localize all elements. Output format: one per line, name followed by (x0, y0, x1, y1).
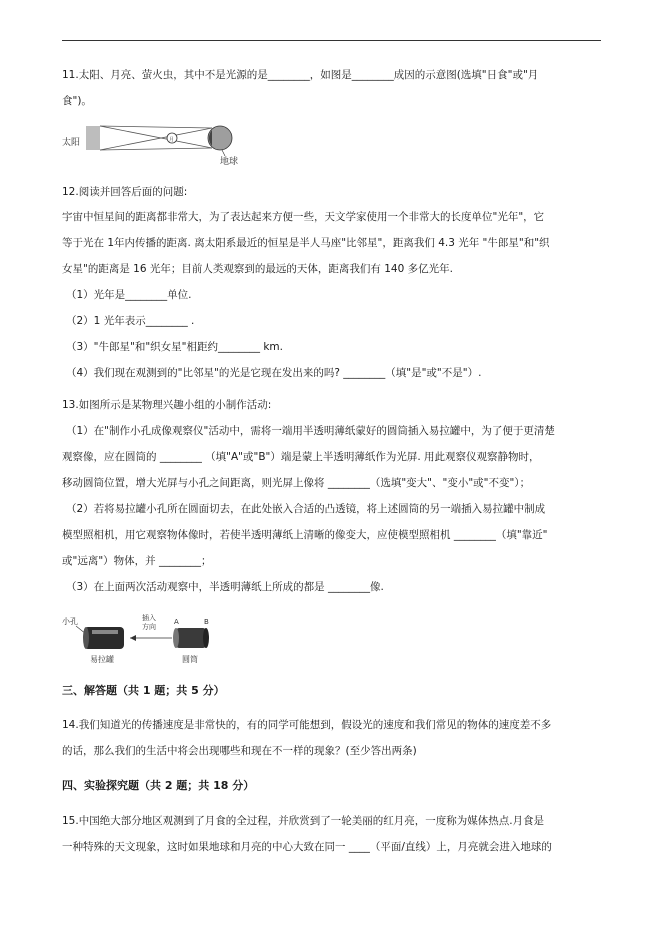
q14-line-1: 14.我们知道光的传播速度是非常快的，有的同学可能想到，假设光的速度和我们常见的物体的速度差不多 (62, 719, 552, 731)
q12-sub-1: （1）光年是________单位. (66, 289, 192, 301)
q15-line-1: 15.中国绝大部分地区观测到了月食的全过程，并欣赏到了一轮美丽的红月亮，一度称为媒体热点.月食是 (62, 815, 545, 827)
q12-para-2: 等于光在 1年内传播的距离. 离太阳系最近的恒星是半人马座"比邻星"，距离我们 4.3 光年 "牛郎星"和"织 (62, 237, 550, 249)
diagram-label-can: 易拉罐 (90, 655, 114, 664)
q12-sub-3: （3）"牛郎星"和"织女星"相距约________ km. (66, 341, 283, 353)
q13-part1-line-2: 观察像，应在圆筒的 ________ （填"A"或"B"）端是蒙上半透明薄纸作为光屏. 用此观察仪观察静物时， (62, 451, 540, 463)
q13-part2-line-2: 模型照相机，用它观察物体像时，若使半透明薄纸上清晰的像变大，应使模型照相机 ________（填"靠近" (62, 529, 548, 541)
diagram-label-earth: 地球 (220, 157, 239, 167)
q11-line-1: 11.太阳、月亮、萤火虫，其中不是光源的是________，如图是________成因的示意图(选填"日食"或"月 (62, 69, 539, 81)
q12-sub-4: （4）我们现在观测到的"比邻星"的光是它现在发出来的吗? ________（填"是"或"不是"）. (66, 367, 482, 379)
header-rule (62, 40, 601, 41)
q11-line-2: 食")。 (62, 95, 92, 107)
sun-shape (86, 126, 100, 150)
diagram-label-b: B (204, 618, 209, 626)
diagram-label-a: A (174, 618, 179, 626)
q15-line-2: 一种特殊的天文现象，这时如果地球和月亮的中心大致在同一 ____（平面/直线）上，月亮就会进入地球的 (62, 841, 552, 853)
q12-para-3: 女星"的距离是 16 光年；目前人类观察到的最远的天体，距离我们有 140 多亿光年. (62, 263, 453, 275)
q13-part2-line-3: 或"远离"）物体，并 ________； (62, 555, 212, 567)
q13-part3-line-1: （3）在上面两次活动观察中，半透明薄纸上所成的都是 ________像. (66, 581, 384, 593)
q13-part1-line-1: （1）在"制作小孔成像观察仪"活动中，需将一端用半透明薄纸蒙好的圆筒插入易拉罐中，为了便于更清楚 (66, 425, 555, 437)
q12-sub-2: （2）1 光年表示________ . (66, 315, 195, 327)
q12-para-1: 宇宙中恒星间的距离都非常大，为了表达起来方便一些，天文学家使用一个非常大的长度单位"光年"，它 (62, 211, 545, 223)
q13-part1-line-3: 移动圆筒位置，增大光屏与小孔之间距离，则光屏上像将 ________（选填"变大"、"变小"或"不变"）； (62, 477, 531, 489)
diagram-label-insert-2: 方向 (142, 623, 156, 631)
q13-title: 13.如图所示是某物理兴趣小组的小制作活动: (62, 399, 272, 411)
eclipse-diagram (62, 118, 242, 168)
tube-shape (176, 628, 206, 648)
diagram-label-tube: 圆筒 (182, 655, 198, 664)
arrow-icon (130, 635, 136, 641)
pinhole-camera-diagram (62, 610, 222, 665)
diagram-label-pinhole: 小孔 (62, 617, 78, 626)
diagram-label-sun: 太阳 (62, 138, 81, 148)
svg-text:月: 月 (169, 137, 175, 143)
section-4-heading: 四、实验探究题（共 2 题；共 18 分） (62, 779, 255, 792)
q12-title: 12.阅读并回答后面的问题: (62, 186, 188, 198)
q14-line-2: 的话，那么我们的生活中将会出现哪些和现在不一样的现象？(至少答出两条) (62, 745, 417, 757)
diagram-label-insert-1: 插入 (142, 614, 156, 622)
q13-part2-line-1: （2）若将易拉罐小孔所在圆面切去，在此处嵌入合适的凸透镜，将上述圆筒的另一端插入易拉罐中制成 (66, 503, 546, 515)
section-3-heading: 三、解答题（共 1 题；共 5 分） (62, 684, 225, 697)
